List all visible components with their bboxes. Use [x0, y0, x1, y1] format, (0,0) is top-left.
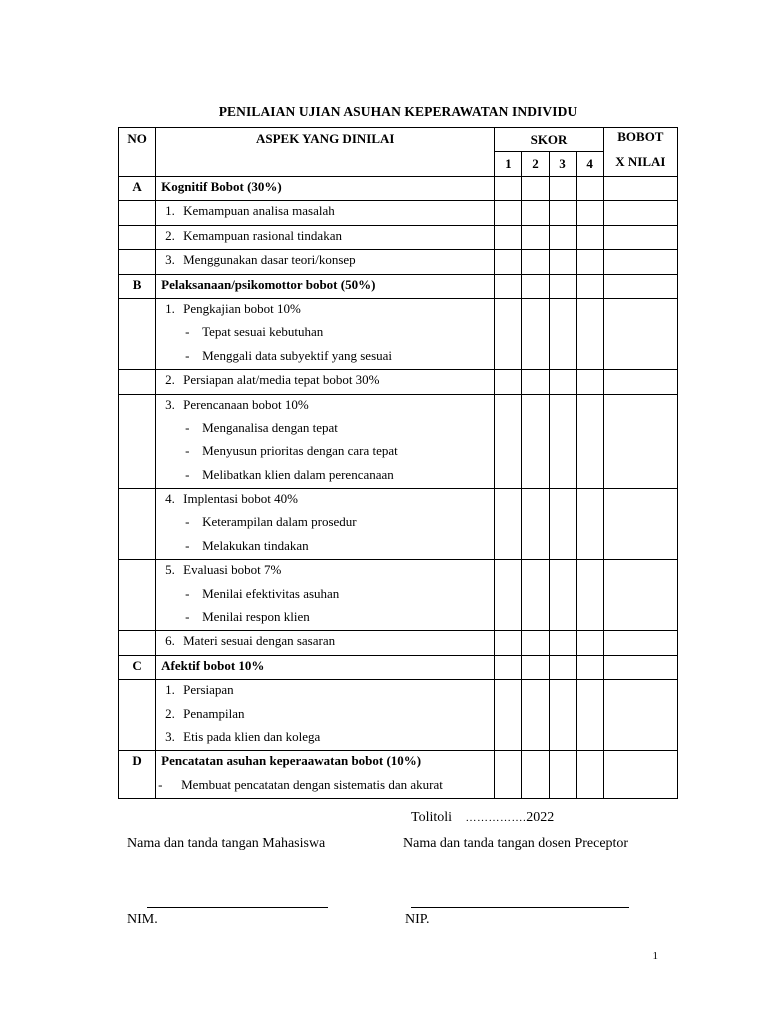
header-skor-3: 3 [549, 152, 576, 177]
bullet-dash: - [185, 537, 190, 553]
row-number-cell [119, 274, 156, 298]
aspect-cell [156, 298, 495, 369]
score-cell-3[interactable] [549, 489, 576, 560]
criteria-subitem [156, 441, 494, 464]
item-text: Perencanaan bobot 10% [183, 396, 309, 412]
place-name: Tolitoli [411, 810, 453, 825]
header-skor-4: 4 [576, 152, 603, 177]
section-heading: Pencatatan asuhan keperaawatan bobot (10%) [161, 753, 422, 769]
section-heading: Pelaksanaan/psikomottor bobot (50%) [161, 276, 376, 292]
score-cell-2[interactable] [522, 489, 549, 560]
criteria-subitem [156, 465, 494, 488]
score-cell-1[interactable] [495, 298, 522, 369]
nip-label: NIP. [405, 912, 430, 927]
table-row [119, 680, 678, 751]
score-cell-2[interactable] [522, 298, 549, 369]
table-row [119, 298, 678, 369]
table-body [119, 177, 678, 799]
score-cell-4[interactable] [576, 560, 603, 631]
subitem-text: Tepat sesuai kebutuhan [202, 324, 324, 340]
header-skor: SKOR [495, 128, 603, 152]
page-number: 1 [652, 950, 658, 962]
row-number-cell [119, 560, 156, 631]
criteria-subitem [156, 775, 494, 798]
score-cell-1[interactable] [495, 489, 522, 560]
criteria-item [156, 299, 494, 322]
bullet-dash: - [185, 419, 190, 435]
score-cell-4[interactable] [576, 680, 603, 751]
preceptor-signature-line [411, 907, 629, 908]
header-bobot-line2: X NILAI [615, 154, 666, 169]
student-signature-label: Nama dan tanda tangan Mahasiswa [127, 836, 326, 851]
header-skor-1: 1 [495, 152, 522, 177]
header-bobot-line1: BOBOT [617, 129, 664, 144]
score-cell-3[interactable] [549, 225, 576, 249]
subitem-text: Menilai efektivitas asuhan [202, 585, 340, 601]
score-cell-2[interactable] [522, 655, 549, 679]
score-cell-3[interactable] [549, 274, 576, 298]
table-row [119, 394, 678, 489]
score-cell-2[interactable] [522, 177, 549, 201]
item-text: Penampilan [183, 705, 245, 721]
item-number: 2. [165, 227, 175, 243]
row-number-cell [119, 394, 156, 489]
section-heading: Afektif bobot 10% [161, 657, 265, 673]
score-cell-4[interactable] [576, 177, 603, 201]
row-number-cell [119, 201, 156, 225]
table-row [119, 560, 678, 631]
date-year: 2022 [526, 810, 555, 825]
table-row [119, 751, 678, 799]
row-number-cell [119, 225, 156, 249]
weighted-score-cell[interactable] [603, 680, 677, 751]
score-cell-3[interactable] [549, 560, 576, 631]
item-number: 4. [165, 491, 175, 507]
row-number: D [132, 753, 142, 769]
score-cell-4[interactable] [576, 489, 603, 560]
bullet-dash: - [185, 324, 190, 340]
item-number: 1. [165, 682, 175, 698]
score-cell-2[interactable] [522, 631, 549, 655]
item-text: Materi sesuai dengan sasaran [183, 633, 336, 649]
bullet-dash: - [185, 347, 190, 363]
score-cell-2[interactable] [522, 560, 549, 631]
bullet-dash: - [158, 776, 163, 792]
score-cell-3[interactable] [549, 177, 576, 201]
weighted-score-cell[interactable] [603, 250, 677, 274]
score-cell-1[interactable] [495, 680, 522, 751]
header-no: NO [119, 128, 156, 177]
item-text: Etis pada klien dan kolega [183, 728, 321, 744]
assessment-table [118, 127, 678, 799]
item-number: 2. [165, 372, 175, 388]
aspect-cell [156, 655, 495, 679]
criteria-subitem [156, 512, 494, 535]
row-number-cell [119, 298, 156, 369]
weighted-score-cell[interactable] [603, 489, 677, 560]
weighted-score-cell[interactable] [603, 394, 677, 489]
item-number: 1. [165, 203, 175, 219]
weighted-score-cell[interactable] [603, 298, 677, 369]
criteria-item [156, 631, 494, 654]
criteria-subitem [156, 584, 494, 607]
row-number [119, 560, 155, 583]
score-cell-2[interactable] [522, 680, 549, 751]
score-cell-4[interactable] [576, 225, 603, 249]
score-cell-2[interactable] [522, 394, 549, 489]
subitem-text: Keterampilan dalam prosedur [202, 514, 357, 530]
score-cell-1[interactable] [495, 751, 522, 799]
table-row [119, 655, 678, 679]
item-number: 3. [165, 396, 175, 412]
score-cell-3[interactable] [549, 680, 576, 751]
table-row [119, 250, 678, 274]
score-cell-1[interactable] [495, 250, 522, 274]
row-number [119, 201, 155, 224]
subitem-text: Melakukan tindakan [202, 537, 309, 553]
subitem-text: Melibatkan klien dalam perencanaan [202, 466, 394, 482]
row-number-cell [119, 250, 156, 274]
item-text: Pengkajian bobot 10% [183, 300, 301, 316]
aspect-cell [156, 177, 495, 201]
row-number [119, 395, 155, 418]
aspect-cell [156, 489, 495, 560]
header-bobot [603, 128, 677, 177]
score-cell-1[interactable] [495, 274, 522, 298]
row-number-cell [119, 631, 156, 655]
score-cell-4[interactable] [576, 250, 603, 274]
aspect-cell [156, 370, 495, 394]
weighted-score-cell[interactable] [603, 274, 677, 298]
aspect-cell [156, 225, 495, 249]
criteria-item [156, 680, 494, 703]
score-cell-3[interactable] [549, 370, 576, 394]
criteria-item [156, 201, 494, 224]
aspect-cell [156, 394, 495, 489]
score-cell-4[interactable] [576, 201, 603, 225]
score-cell-4[interactable] [576, 655, 603, 679]
score-cell-4[interactable] [576, 751, 603, 799]
row-number: C [132, 657, 142, 673]
row-number-cell [119, 370, 156, 394]
item-number: 1. [165, 300, 175, 316]
table-row [119, 370, 678, 394]
score-cell-3[interactable] [549, 751, 576, 799]
row-number [119, 370, 155, 393]
subitem-text: Menyusun prioritas dengan cara tepat [202, 443, 398, 459]
row-number-cell [119, 655, 156, 679]
subitem-text: Menganalisa dengan tepat [202, 419, 338, 435]
header-skor-2: 2 [522, 152, 549, 177]
aspect-cell [156, 250, 495, 274]
criteria-item [156, 489, 494, 512]
bullet-dash: - [185, 609, 190, 625]
criteria-item [156, 727, 494, 750]
criteria-item [156, 560, 494, 583]
nim-label: NIM. [127, 912, 158, 927]
item-text: Kemampuan analisa masalah [183, 203, 335, 219]
table-row [119, 177, 678, 201]
aspect-cell [156, 201, 495, 225]
weighted-score-cell[interactable] [603, 225, 677, 249]
bullet-dash: - [185, 466, 190, 482]
bullet-dash: - [185, 585, 190, 601]
criteria-subitem [156, 536, 494, 559]
criteria-item [156, 250, 494, 273]
criteria-subitem [156, 418, 494, 441]
item-text: Persiapan alat/media tepat bobot 30% [183, 372, 380, 388]
document-title: PENILAIAN UJIAN ASUHAN KEPERAWATAN INDIVIDU [218, 104, 578, 119]
score-cell-1[interactable] [495, 201, 522, 225]
weighted-score-cell[interactable] [603, 655, 677, 679]
criteria-item [156, 704, 494, 727]
table-row [119, 489, 678, 560]
score-cell-4[interactable] [576, 298, 603, 369]
table-row [119, 631, 678, 655]
score-cell-1[interactable] [495, 370, 522, 394]
bullet-dash: - [185, 443, 190, 459]
score-cell-3[interactable] [549, 394, 576, 489]
row-number-cell [119, 489, 156, 560]
row-number-cell [119, 751, 156, 799]
score-cell-1[interactable] [495, 560, 522, 631]
score-cell-3[interactable] [549, 631, 576, 655]
row-number [119, 631, 155, 654]
aspect-cell [156, 680, 495, 751]
score-cell-2[interactable] [522, 225, 549, 249]
score-cell-2[interactable] [522, 751, 549, 799]
weighted-score-cell[interactable] [603, 177, 677, 201]
row-number-cell [119, 177, 156, 201]
criteria-item [156, 370, 494, 393]
score-cell-3[interactable] [549, 250, 576, 274]
score-cell-1[interactable] [495, 177, 522, 201]
table-row [119, 201, 678, 225]
weighted-score-cell[interactable] [603, 370, 677, 394]
item-number: 3. [165, 252, 175, 268]
criteria-subitem [156, 346, 494, 369]
score-cell-1[interactable] [495, 225, 522, 249]
score-cell-4[interactable] [576, 370, 603, 394]
row-number [119, 489, 155, 512]
score-cell-3[interactable] [549, 298, 576, 369]
aspect-cell [156, 751, 495, 799]
subitem-text: Membuat pencatatan dengan sistematis dan akurat [181, 776, 443, 792]
section-heading: Kognitif Bobot (30%) [161, 179, 282, 194]
student-signature-line [147, 907, 328, 908]
place-date [411, 810, 554, 826]
date-dots: ……………. [465, 812, 527, 824]
criteria-subitem [156, 607, 494, 630]
row-number [119, 299, 155, 322]
item-number: 2. [165, 705, 175, 721]
row-number: A [132, 179, 142, 194]
criteria-item [156, 395, 494, 418]
weighted-score-cell[interactable] [603, 201, 677, 225]
subitem-text: Menggali data subyektif yang sesuai [202, 347, 393, 363]
score-cell-3[interactable] [549, 201, 576, 225]
item-number: 5. [165, 562, 175, 578]
score-cell-2[interactable] [522, 370, 549, 394]
row-number [119, 680, 155, 703]
criteria-subitem [156, 322, 494, 345]
item-text: Persiapan [183, 682, 234, 698]
criteria-item [156, 226, 494, 249]
table-row [119, 225, 678, 249]
score-cell-4[interactable] [576, 274, 603, 298]
item-text: Menggunakan dasar teori/konsep [183, 252, 356, 268]
row-number [119, 226, 155, 249]
row-number-cell [119, 680, 156, 751]
score-cell-2[interactable] [522, 250, 549, 274]
score-cell-1[interactable] [495, 394, 522, 489]
score-cell-1[interactable] [495, 655, 522, 679]
table-row [119, 274, 678, 298]
aspect-cell [156, 560, 495, 631]
row-number [119, 250, 155, 273]
aspect-cell [156, 274, 495, 298]
subitem-text: Menilai respon klien [202, 609, 310, 625]
weighted-score-cell[interactable] [603, 751, 677, 799]
score-cell-2[interactable] [522, 274, 549, 298]
weighted-score-cell[interactable] [603, 631, 677, 655]
weighted-score-cell[interactable] [603, 560, 677, 631]
item-text: Evaluasi bobot 7% [183, 562, 282, 578]
row-number: B [132, 276, 142, 292]
score-cell-2[interactable] [522, 201, 549, 225]
item-text: Kemampuan rasional tindakan [183, 227, 342, 243]
score-cell-4[interactable] [576, 394, 603, 489]
score-cell-4[interactable] [576, 631, 603, 655]
bullet-dash: - [185, 514, 190, 530]
item-number: 3. [165, 728, 175, 744]
score-cell-1[interactable] [495, 631, 522, 655]
header-aspek: ASPEK YANG DINILAI [156, 128, 495, 177]
item-text: Implentasi bobot 40% [183, 491, 298, 507]
item-number: 6. [165, 633, 175, 649]
aspect-cell [156, 631, 495, 655]
score-cell-3[interactable] [549, 655, 576, 679]
preceptor-signature-label: Nama dan tanda tangan dosen Preceptor [403, 836, 629, 851]
